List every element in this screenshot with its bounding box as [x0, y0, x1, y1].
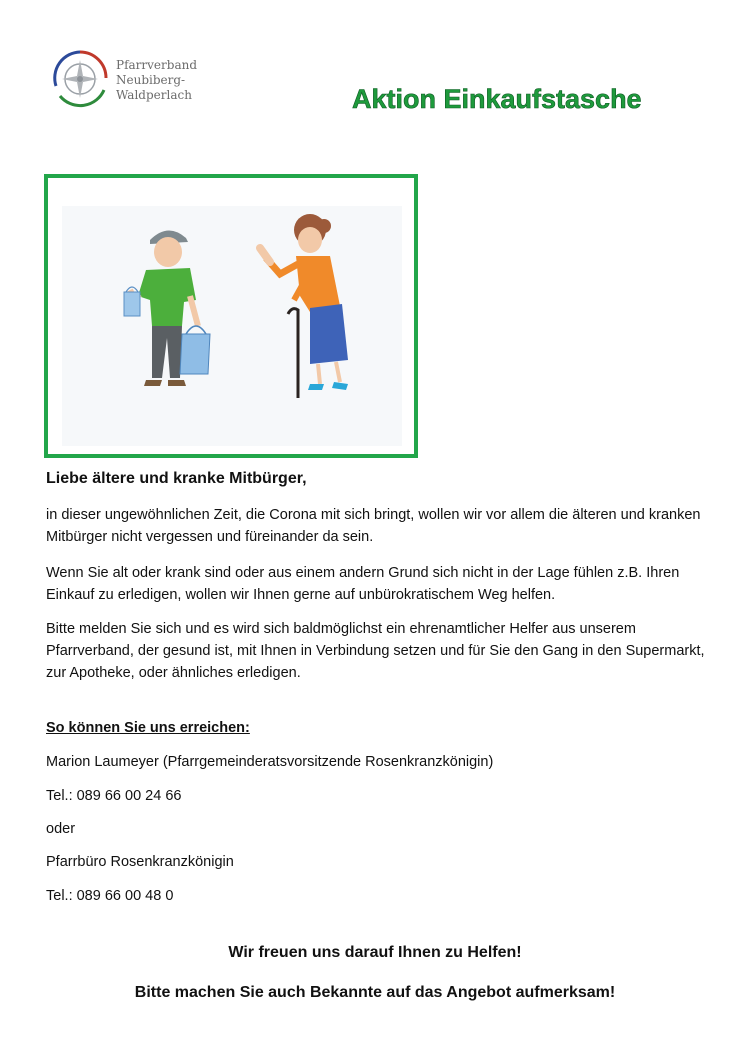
- contact-office: Pfarrbüro Rosenkranzkönigin: [46, 854, 234, 870]
- contact-office-phone: Tel.: 089 66 00 48 0: [46, 888, 174, 904]
- parish-logo: [48, 46, 208, 110]
- contact-phone: Tel.: 089 66 00 24 66: [46, 788, 182, 804]
- contact-heading: So können Sie uns erreichen:: [46, 720, 250, 736]
- closing-line-2: Bitte machen Sie auch Bekannte auf das Angebot aufmerksam!: [134, 984, 616, 1001]
- contact-person: Marion Laumeyer (Pfarrgemeinderatsvorsitzende Rosenkranzkönigin): [46, 754, 494, 770]
- letter-paragraph: Bitte melden Sie sich und es wird sich baldmöglichst ein ehrenamtlicher Helfer aus unserem Pfarrverband, der gesund ist, mit Ihnen in Verbindung setzen und für Sie den Gang in den Supermarkt, zur Apotheke, oder ähnliches erledigen.: [46, 621, 705, 681]
- shopping-help-drawing-icon: [48, 178, 414, 454]
- letter-paragraph: in dieser ungewöhnlichen Zeit, die Corona mit sich bringt, wollen wir vor allem die älteren und kranken Mitbürger nicht vergessen und füreinander da sein.: [46, 507, 701, 545]
- illustration-frame: [44, 174, 418, 458]
- parish-name: [116, 58, 197, 103]
- contact-or: oder: [46, 821, 76, 837]
- letter-greeting: Liebe ältere und kranke Mitbürger,: [46, 470, 307, 487]
- parish-name-line-2: Neubiberg-: [116, 73, 186, 87]
- parish-name-line-1: Pfarrverband: [116, 58, 198, 72]
- parish-emblem-icon: [48, 46, 112, 110]
- closing-line-1: Wir freuen uns darauf Ihnen zu Helfen!: [228, 944, 522, 961]
- parish-name-line-3: Waldperlach: [116, 88, 192, 102]
- letter-paragraph: Wenn Sie alt oder krank sind oder aus einem andern Grund sich nicht in der Lage fühlen z.B. Ihren Einkauf zu erledigen, wollen wir Ihnen gerne auf unbürokratischem Weg helfen.: [46, 565, 680, 603]
- page-title: Aktion Einkaufstasche: [352, 84, 642, 114]
